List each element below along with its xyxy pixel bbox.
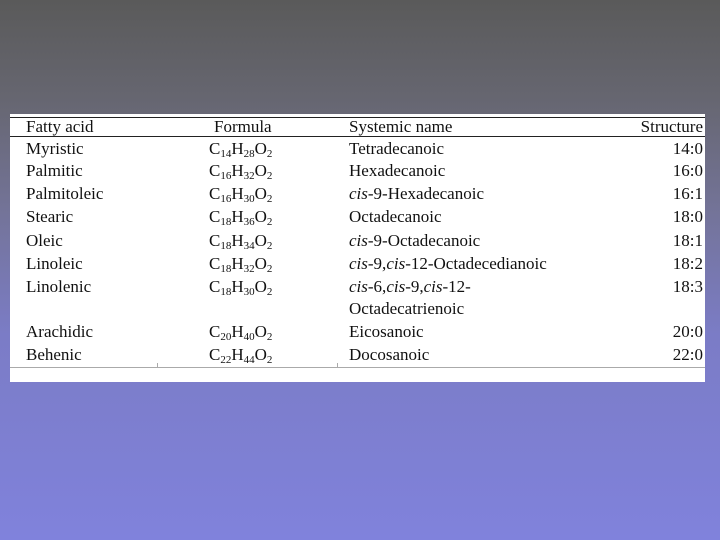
structure: 16:0 — [672, 161, 703, 180]
header-systemic-name: Systemic name — [349, 117, 453, 136]
structure: 18:1 — [672, 231, 703, 250]
header-formula: Formula — [214, 117, 272, 136]
table-bottom-tick — [337, 363, 338, 368]
systemic-name: cis-9,cis-12-Octadecedianoic — [349, 254, 547, 273]
table-row — [10, 321, 705, 343]
structure: 18:2 — [672, 254, 703, 273]
fatty-acid-name: Arachidic — [26, 322, 94, 341]
formula: $C_{18}H_{36}O_2$ — [209, 207, 273, 228]
formula: $C_{16}H_{32}O_2$ — [209, 161, 273, 182]
formula: $C_{14}H_{28}O_2$ — [209, 139, 273, 160]
table-row — [10, 253, 705, 275]
fatty-acid-name: Palmitic — [26, 161, 83, 180]
formula: $C_{18}H_{34}O_2$ — [209, 231, 273, 252]
fatty-acid-name: Palmitoleic — [26, 184, 104, 203]
table-header-rule — [10, 136, 705, 137]
table-row — [10, 160, 705, 182]
structure: 22:0 — [672, 345, 703, 364]
fatty-acid-name: Oleic — [26, 231, 63, 250]
formula: $C_{22}H_{44}O_2$ — [209, 345, 273, 366]
header-structure: Structure — [640, 117, 703, 136]
table-row — [10, 276, 705, 320]
formula: $C_{18}H_{32}O_2$ — [209, 254, 273, 275]
formula: $C_{16}H_{30}O_2$ — [209, 184, 273, 205]
table-header-row — [10, 116, 705, 138]
structure: 18:0 — [672, 207, 703, 226]
systemic-name: cis-6,cis-9,cis-12- — [349, 277, 471, 296]
systemic-name: Hexadecanoic — [349, 161, 446, 180]
systemic-name: Tetradecanoic — [349, 139, 445, 158]
fatty-acid-name: Linoleic — [26, 254, 83, 273]
structure: 14:0 — [672, 139, 703, 158]
table-row — [10, 344, 705, 366]
table-row — [10, 206, 705, 228]
structure: 20:0 — [672, 322, 703, 341]
fatty-acid-name: Linolenic — [26, 277, 92, 296]
systemic-name: Eicosanoic — [349, 322, 424, 341]
fatty-acid-name: Stearic — [26, 207, 74, 226]
fatty-acid-name: Myristic — [26, 139, 84, 158]
formula: $C_{20}H_{40}O_2$ — [209, 322, 273, 343]
table-bottom-rule — [10, 367, 705, 368]
systemic-name-continued: Octadecatrienoic — [349, 299, 465, 318]
systemic-name: Octadecanoic — [349, 207, 442, 226]
table-row — [10, 230, 705, 252]
formula: $C_{18}H_{30}O_2$ — [209, 277, 273, 298]
fatty-acid-table — [10, 114, 705, 382]
systemic-name: cis-9-Hexadecanoic — [349, 184, 484, 203]
structure: 18:3 — [672, 277, 703, 296]
table-row — [10, 138, 705, 160]
table-row — [10, 183, 705, 205]
systemic-name: Docosanoic — [349, 345, 430, 364]
header-fatty-acid: Fatty acid — [26, 117, 94, 136]
systemic-name: cis-9-Octadecanoic — [349, 231, 481, 250]
fatty-acid-name: Behenic — [26, 345, 82, 364]
structure: 16:1 — [672, 184, 703, 203]
table-bottom-tick — [157, 363, 158, 368]
